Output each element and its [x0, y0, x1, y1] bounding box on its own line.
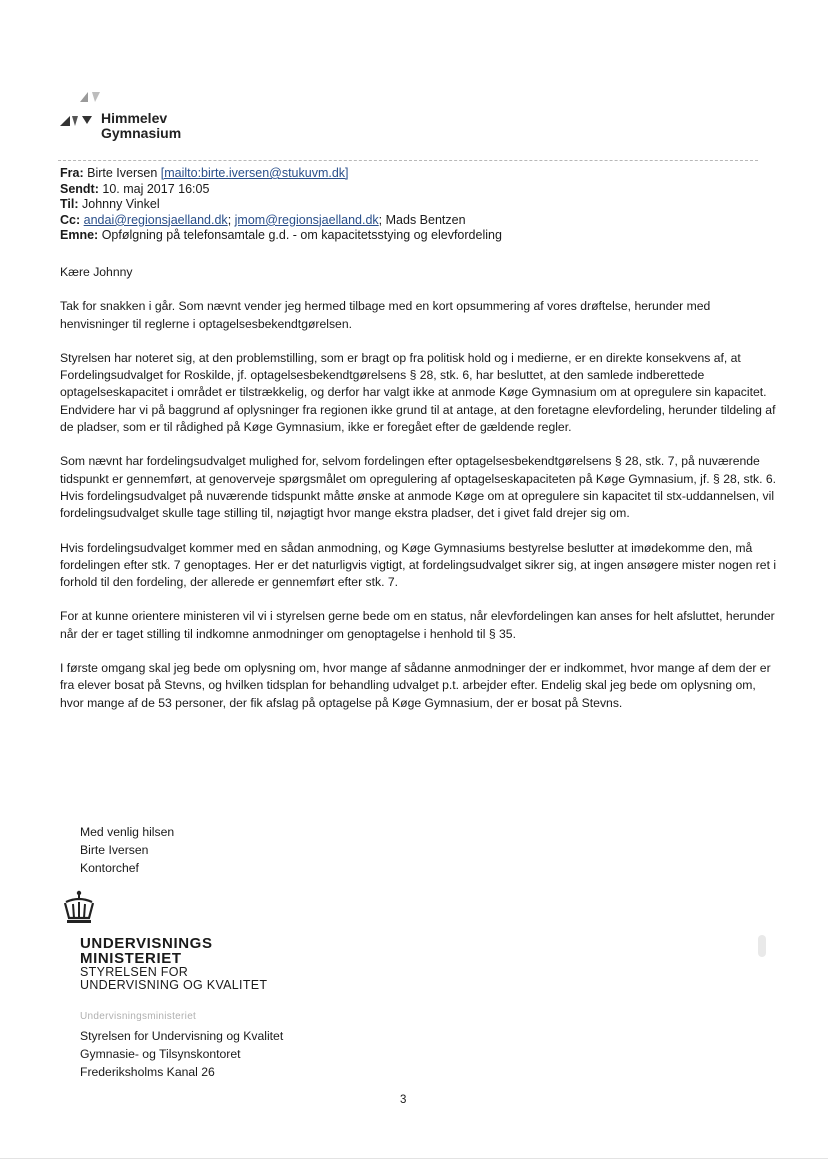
address-line2: Gymnasie- og Tilsynskontoret	[80, 1047, 241, 1061]
crown-icon	[60, 890, 98, 926]
body-paragraph: Tak for snakken i går. Som nævnt vender jeg hermed tilbage med en kort opsummering af vores drøftelse, herunder med henvisninger til reglerne i optagelsesbekendtgørelsen.	[60, 299, 711, 331]
sent-row	[60, 182, 502, 198]
ministry-line1: UNDERVISNINGS	[80, 935, 213, 952]
subject-label: Emne:	[60, 228, 99, 243]
to-value: Johnny Vinkel	[82, 197, 160, 212]
scan-edge-line	[0, 1158, 828, 1159]
ministry-line2: MINISTERIET	[80, 950, 182, 967]
signature	[80, 823, 174, 877]
faded-ministry-text: Undervisningsministeriet	[80, 1011, 197, 1022]
sender-address	[80, 1027, 283, 1081]
address-line1: Styrelsen for Undervisning og Kvalitet	[80, 1029, 284, 1043]
body-paragraph: Styrelsen har noteret sig, at den problemstilling, som er bragt op fra politisk hold og i medierne, er en direkte konsekvens af, at Fordelingsudvalget for Roskilde, jf. optagelsesbekendtgørelsens § 28, stk. 6, har besluttet, at den samlede indberettede optagelseskapacitet i området er tilstrækkelig, og derfor har valgt ikke at anmode Køge Gymnasium om at opregulere sin kapacitet. Endvidere har vi på baggrund af oplysninger fra regionen ikke grund til at antage, at den foretagne elevfordeling, herunder tildeling af de pladser, som er til rådighed på Køge Gymnasium, ikke er foregået efter de gældende regler.	[60, 350, 776, 435]
school-name-line1: Himmelev	[101, 110, 168, 126]
from-name: Birte Iversen	[87, 166, 158, 180]
signature-title: Kontorchef	[80, 861, 139, 875]
ministry-line3: STYRELSEN FOR	[80, 965, 189, 979]
ministry-line4: UNDERVISNING OG KVALITET	[80, 978, 268, 992]
school-name	[101, 111, 181, 141]
subject-value: Opfølgning på telefonsamtale g.d. - om kapacitetsstying og elevfordeling	[101, 228, 502, 243]
email-header	[60, 166, 502, 244]
cc-row	[60, 213, 502, 229]
body-paragraph: Hvis fordelingsudvalget kommer med en sådan anmodning, og Køge Gymnasiums bestyrelse beslutter at imødekomme den, må fordelingen efter stk. 7 genoptages. Her er det naturligvis vigtigt, at fordelingsudvalget sikrer sig, at ingen ansøgere mister nogen ret i forhold til den fordeling, der allerede er gennemført efter stk. 7.	[60, 540, 777, 590]
himmelev-logo-icon	[58, 88, 104, 132]
cc-separator: ;	[378, 212, 383, 227]
from-email-link[interactable]: [mailto:birte.iversen@stukuvm.dk]	[160, 166, 349, 180]
page-number: 3	[400, 1094, 407, 1106]
scan-smudge	[758, 935, 766, 957]
to-label: Til:	[60, 197, 79, 212]
signature-name: Birte Iversen	[80, 843, 149, 857]
cc-email-link-1[interactable]: andai@regionsjaelland.dk	[83, 212, 228, 227]
from-label: Fra:	[60, 166, 84, 180]
salutation: Kære Johnny	[60, 265, 133, 279]
sent-value: 10. maj 2017 16:05	[102, 181, 210, 196]
body-paragraph: I første omgang skal jeg bede om oplysning om, hvor mange af sådanne anmodninger der er indkommet, hvor mange af dem der er fra elever bosat på Stevns, og hvilken tidsplan for behandling udvalget p.t. arbejder efter. Endelig skal jeg bede om oplysning om, hvor mange af de 53 personer, der fik afslag på optagelse på Køge Gymnasium, der er bosat på Stevns.	[60, 661, 771, 710]
body-paragraph: Som nævnt har fordelingsudvalget mulighed for, selvom fordelingen efter optagelsesbekendtgørelsens § 28, stk. 7, på nuværende tidspunkt er gennemført, at genoverveje spørgsmålet om opregulering af optagelseskapaciteten på Køge Gymnasium, jf. § 28, stk. 6. Hvis fordelingsudvalget på nuværende tidspunkt måtte ønske at anmode Køge om at opregulere sin kapacitet til stx-uddannelsen, vil fordelingsudvalget skulle tage stilling til, nøjagtigt hvor mange ekstra pladser, det i givet fald drejer sig om.	[60, 454, 777, 521]
cc-rest: Mads Bentzen	[385, 212, 466, 227]
sent-label: Sendt:	[60, 181, 99, 196]
cc-email-link-2[interactable]: jmom@regionsjaelland.dk	[234, 212, 379, 227]
ministry-logo-text	[80, 936, 267, 992]
address-line3: Frederiksholms Kanal 26	[80, 1065, 215, 1079]
from-row	[60, 166, 502, 182]
to-row	[60, 197, 502, 213]
body-paragraph: For at kunne orientere ministeren vil vi i styrelsen gerne bede om en status, når elevfordelingen kan anses for helt afsluttet, herunder når der er taget stilling til indkomne anmodninger om genoptagelse i henhold til § 35.	[60, 609, 775, 641]
cc-label: Cc:	[60, 212, 81, 227]
email-body	[60, 264, 780, 729]
subject-row	[60, 228, 502, 244]
school-name-line2: Gymnasium	[101, 125, 182, 141]
header-divider	[58, 160, 758, 161]
signature-closing: Med venlig hilsen	[80, 825, 175, 839]
cc-separator: ;	[227, 212, 232, 227]
